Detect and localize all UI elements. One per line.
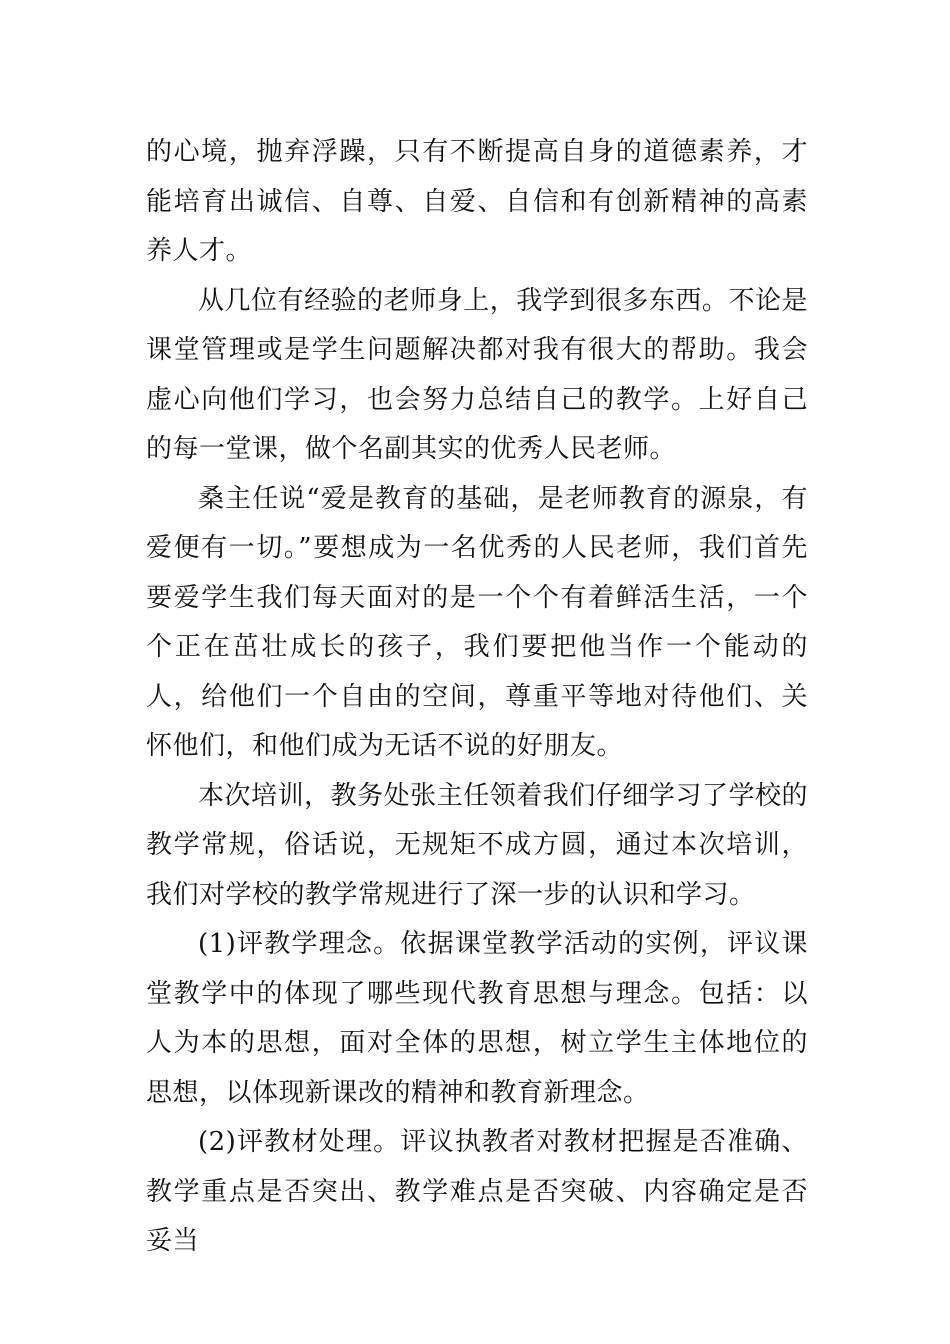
body-text: [146, 128, 808, 1267]
paragraph-textbook-handling: (2)评教材处理。评议执教者对教材把握是否准确、教学重点是否突出、教学难点是否突破、内容确定是否妥当: [146, 1127, 808, 1256]
paragraph-training: 本次培训，教务处张主任领着我们仔细学习了学校的教学常规，俗话说，无规矩不成方圆，通过本次培训，我们对学校的教学常规进行了深一步的认识和学习。: [146, 780, 808, 910]
paragraph-continuation: 的心境，抛弃浮躁，只有不断提高自身的道德素养，才能培育出诚信、自尊、自爱、自信和有创新精神的高素养人才。: [146, 137, 808, 266]
paragraph-love-students: 桑主任说“爱是教育的基础，是老师教育的源泉，有爱便有一切。”要想成为一名优秀的人民老师，我们首先要爱学生我们每天面对的是一个个有着鲜活生活，一个个正在茁壮成长的孩子，我们要把他当作一个能动的人，给他们一个自由的空间，尊重平等地对待他们、关怀他们，和他们成为无话不说的好朋友。: [146, 483, 808, 761]
paragraph-teaching-philosophy: (1)评教学理念。依据课堂教学活动的实例，评议课堂教学中的体现了哪些现代教育思想与理念。包括：以人为本的思想，面对全体的思想，树立学生主体地位的思想，以体现新课改的精神和教育新理念。: [146, 929, 808, 1108]
paragraph-experienced-teachers: 从几位有经验的老师身上，我学到很多东西。不论是课堂管理或是学生问题解决都对我有很大的帮助。我会虚心向他们学习，也会努力总结自己的教学。上好自己的每一堂课，做个名副其实的优秀人民老师。: [146, 285, 808, 464]
